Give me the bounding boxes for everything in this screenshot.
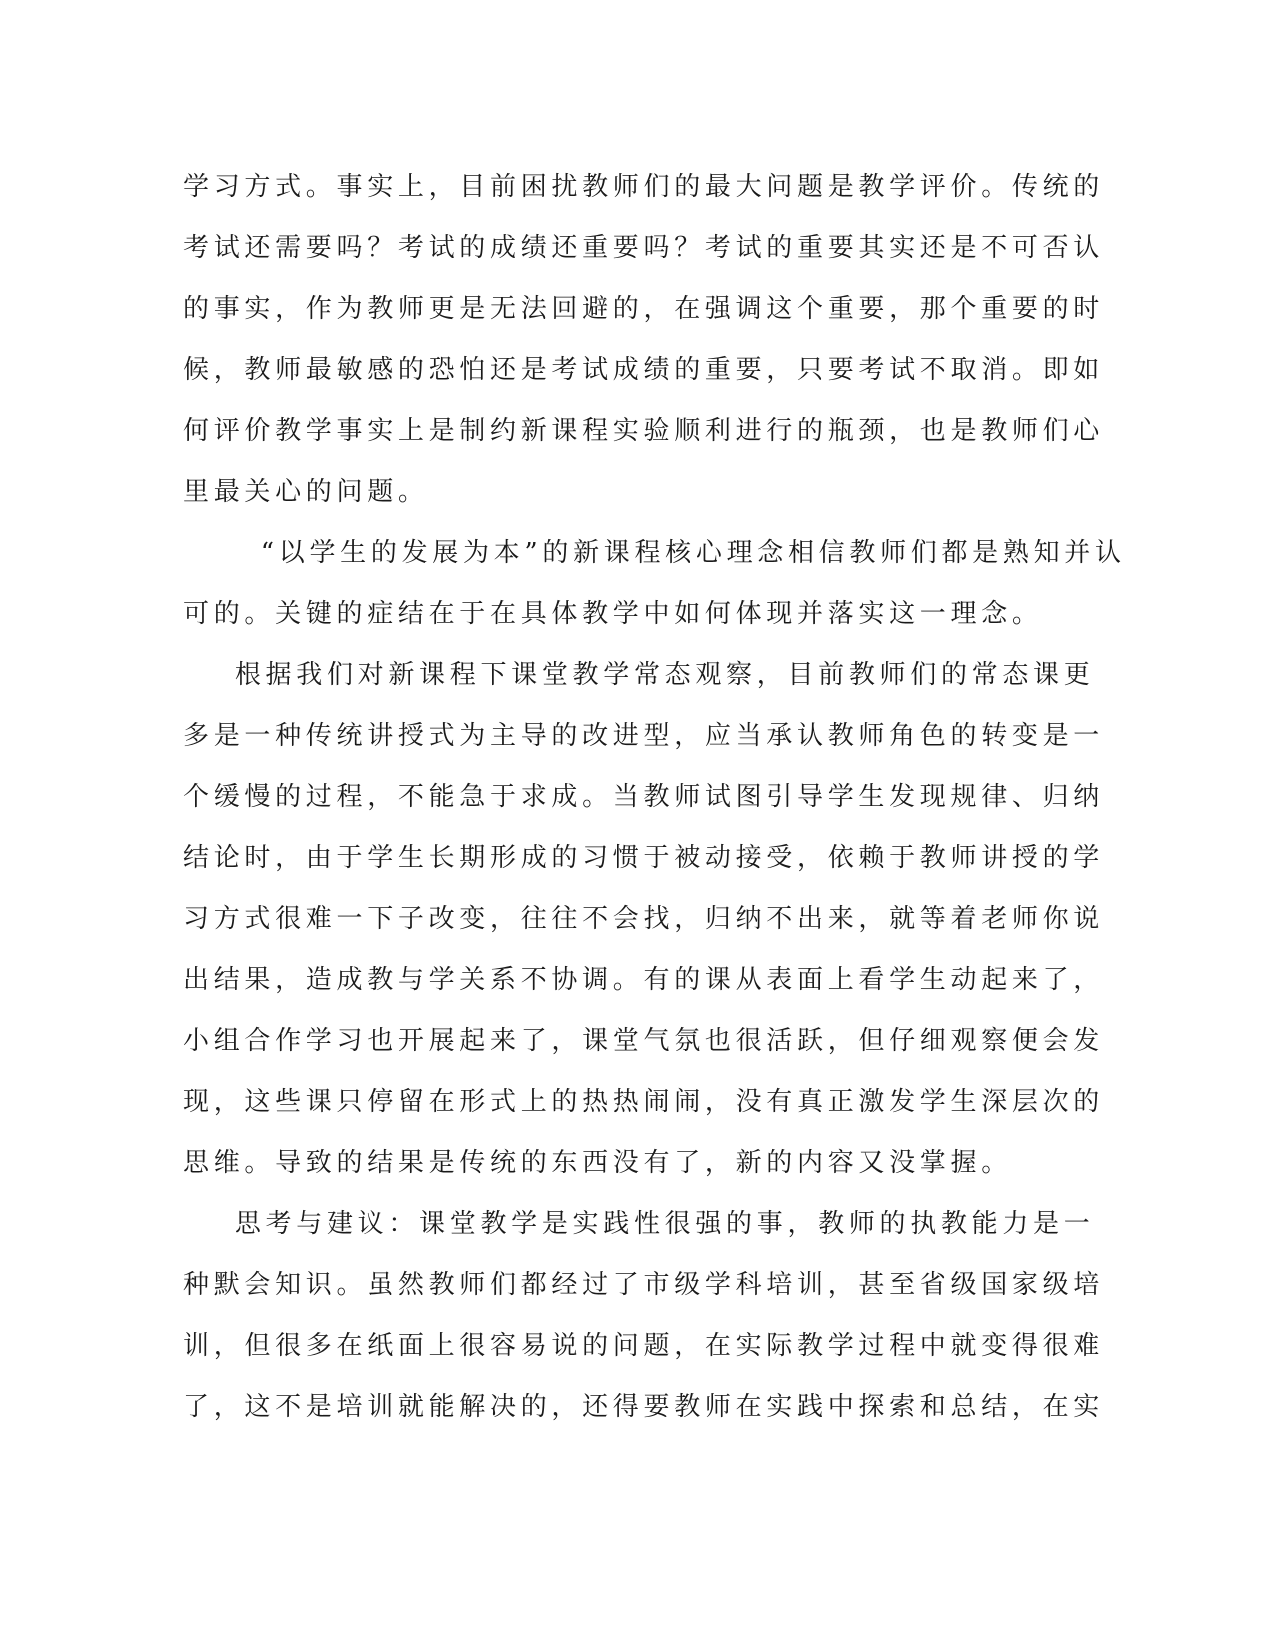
text-line: 可的。关键的症结在于在具体教学中如何体现并落实这一理念。 <box>183 599 1043 629</box>
text-line: 的事实，作为教师更是无法回避的，在强调这个重要，那个重要的时 <box>183 294 1105 324</box>
text-line: “以学生的发展为本”的新课程核心理念相信教师们都是熟知并认 <box>183 538 1126 568</box>
text-line: 出结果，造成教与学关系不协调。有的课从表面上看学生动起来了， <box>183 965 1105 995</box>
text-line: 思维。导致的结果是传统的东西没有了，新的内容又没掌握。 <box>183 1148 1012 1178</box>
text-line: 种默会知识。虽然教师们都经过了市级学科培训，甚至省级国家级培 <box>183 1270 1105 1300</box>
text-line: 了，这不是培训就能解决的，还得要教师在实践中探索和总结，在实 <box>183 1392 1105 1422</box>
text-line: 小组合作学习也开展起来了，课堂气氛也很活跃，但仔细观察便会发 <box>183 1026 1105 1056</box>
text-line: 习方式很难一下子改变，往往不会找，归纳不出来，就等着老师你说 <box>183 904 1105 934</box>
text-line: 现，这些课只停留在形式上的热热闹闹，没有真正激发学生深层次的 <box>183 1087 1105 1117</box>
text-line: 学习方式。事实上，目前困扰教师们的最大问题是教学评价。传统的 <box>183 172 1105 202</box>
document-text <box>183 157 1126 1438</box>
text-line: 结论时，由于学生长期形成的习惯于被动接受，依赖于教师讲授的学 <box>183 843 1105 873</box>
text-line: 训，但很多在纸面上很容易说的问题，在实际教学过程中就变得很难 <box>183 1331 1105 1361</box>
text-line: 考试还需要吗？考试的成绩还重要吗？考试的重要其实还是不可否认 <box>183 233 1105 263</box>
text-line: 根据我们对新课程下课堂教学常态观察，目前教师们的常态课更 <box>183 660 1095 690</box>
text-line: 多是一种传统讲授式为主导的改进型，应当承认教师角色的转变是一 <box>183 721 1105 751</box>
text-line: 里最关心的问题。 <box>183 477 429 507</box>
text-line: 思考与建议：课堂教学是实践性很强的事，教师的执教能力是一 <box>183 1209 1095 1239</box>
text-line: 个缓慢的过程，不能急于求成。当教师试图引导学生发现规律、归纳 <box>183 782 1105 812</box>
text-line: 候，教师最敏感的恐怕还是考试成绩的重要，只要考试不取消。即如 <box>183 355 1105 385</box>
text-line: 何评价教学事实上是制约新课程实验顺利进行的瓶颈，也是教师们心 <box>183 416 1105 446</box>
